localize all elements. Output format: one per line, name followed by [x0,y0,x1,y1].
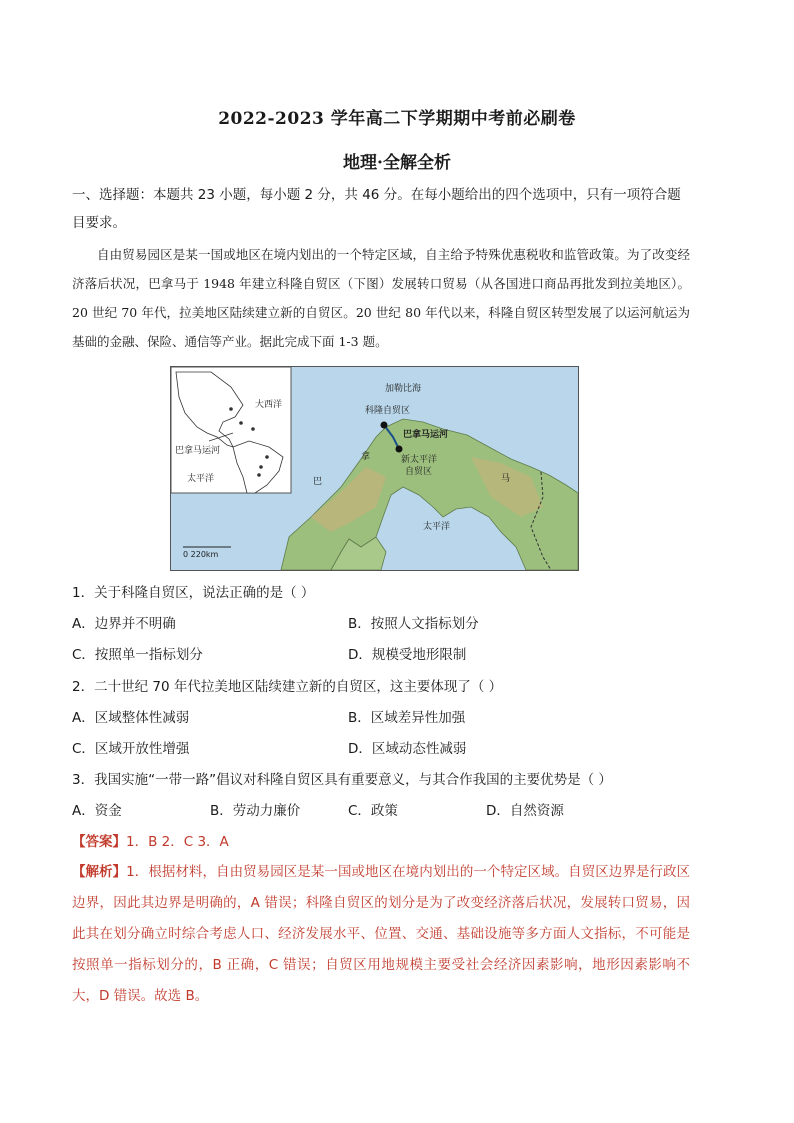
question-1-stem: 1．关于科隆自贸区，说法正确的是（ ） [72,585,315,601]
panama-map [170,366,579,571]
inset-dot [265,455,269,459]
label-colon: 科隆自贸区 [365,406,411,416]
inset-dot [239,421,243,425]
inset-dot [259,465,263,469]
map-svg [171,367,578,570]
question-3-option-b: B．劳动力廉价 [210,803,301,819]
question-2-option-c: C．区域开放性增强 [72,741,190,757]
question-3-stem: 3．我国实施“一带一路”倡议对科隆自贸区具有重要意义，与其合作我国的主要优势是（ ） [72,772,612,788]
inset-dot [257,473,261,477]
question-1-option-a: A．边界并不明确 [72,616,176,632]
section-heading-text: 一、选择题：本题共 23 小题，每小题 2 分，共 46 分。在每小题给出的四个选项中，只有一项符合题目要求。 [72,187,681,231]
answer-label: 【答案】 [72,834,126,850]
question-3-option-a: A．资金 [72,803,122,819]
label-canal: 巴拿马运河 [403,430,449,440]
question-3-option-d: D．自然资源 [486,803,564,819]
label-new-pacific: 新太平洋 [401,455,438,465]
answer-line [72,830,229,850]
material-paragraph: 自由贸易园区是某一国或地区在境内划出的一个特定区域，自主给予特殊优惠税收和监管政策。为了改变经济落后状况，巴拿马于 1948 年建立科隆自贸区（下图）发展转口贸易（从各国进口商品再批发到拉美地区）。20 世纪 70 年代，拉美地区陆续建立新的自贸区。20 世纪 80 年代以来，科隆自贸区转型发展了以运河航运为基础的金融、保险、通信等产业。据此完成下面 1-3 题。 [72,247,690,349]
analysis-block [72,857,690,1012]
question-3-option-c: C．政策 [348,803,398,819]
page-subtitle: 地理·全解全析 [343,153,451,173]
question-2-option-d: D．区域动态性减弱 [348,741,467,757]
scale-label: 0 220km [183,550,219,559]
label-ma: 马 [501,474,511,484]
analysis-text: 1．根据材料，自由贸易园区是某一国或地区在境内划出的一个特定区域。自贸区边界是行政区边界，因此其边界是明确的，A 错误；科隆自贸区的划分是为了改变经济落后状况，发展转口贸易，因此其在划分确立时综合考虑人口、经济发展水平、位置、交通、基础设施等多方面人文指标，不可能是按照单一指标划分的，B 正确，C 错误；自贸区用地规模主要受社会经济因素影响，地形因素影响不大，D 错误。故选 B。 [72,864,690,1004]
analysis-label: 【解析】 [72,864,127,880]
question-2-option-a: A．区域整体性减弱 [72,710,190,726]
label-ba: 巴 [313,477,323,487]
colon-dot [381,422,388,429]
label-new-pacific-2: 自贸区 [405,467,433,477]
inset-dot [229,407,233,411]
answer-text: 1．B 2．C 3．A [126,834,229,850]
page-title: 2022-2023 学年高二下学期期中考前必刷卷 [218,109,576,129]
question-2-option-b: B．区域差异性加强 [348,710,466,726]
inset-dot [251,427,255,431]
label-na: 拿 [361,452,371,462]
question-2-stem: 2．二十世纪 70 年代拉美地区陆续建立新的自贸区，这主要体现了（ ） [72,679,503,695]
question-1-option-d: D．规模受地形限制 [348,647,467,663]
label-pacific: 太平洋 [423,522,451,532]
inset-label-atlantic: 大西洋 [255,400,283,410]
inset-label-pacific: 太平洋 [187,474,215,484]
question-1-option-c: C．按照单一指标划分 [72,647,203,663]
section-heading [72,181,690,237]
inset-label-canal: 巴拿马运河 [175,446,221,456]
new-pacific-dot [396,446,403,453]
question-1-option-b: B．按照人文指标划分 [348,616,479,632]
label-caribbean: 加勒比海 [385,384,422,394]
